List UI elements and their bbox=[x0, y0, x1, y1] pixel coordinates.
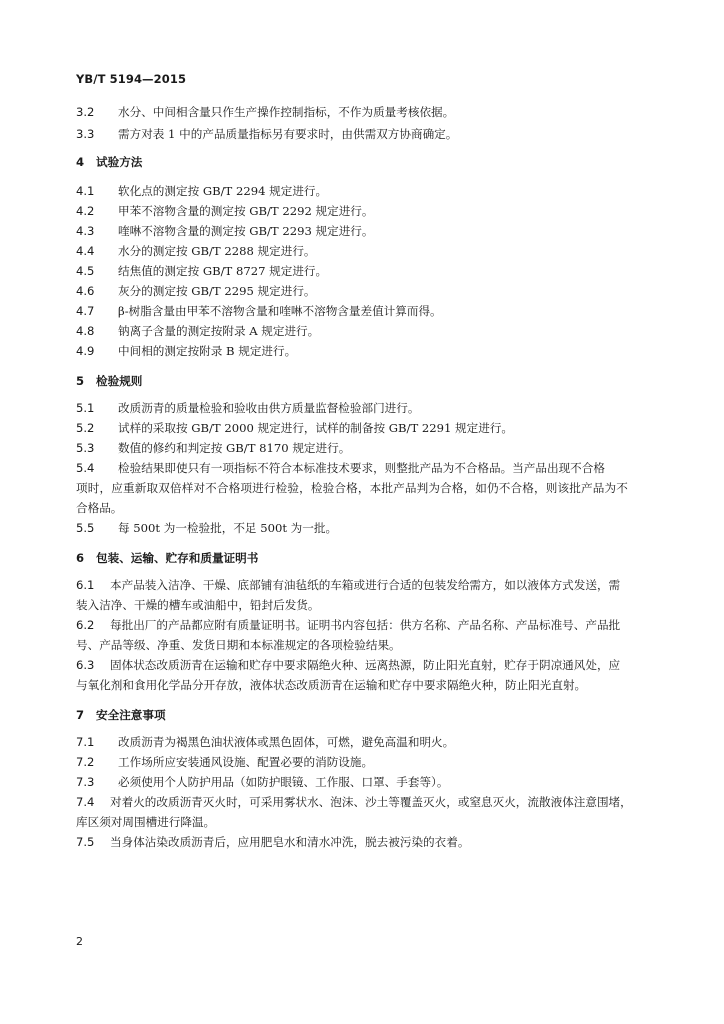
clause-6-2 bbox=[76, 617, 652, 633]
clause-4-5 bbox=[76, 263, 652, 279]
standard-code-header: YB/T 5194—2015 bbox=[76, 72, 187, 86]
clause-text: 试样的采取按 GB/T 2000 规定进行，试样的制备按 GB/T 2291 规定进行。 bbox=[118, 421, 514, 435]
clause-text: 当身体沾染改质沥青后，应用肥皂水和清水冲洗，脱去被污染的衣着。 bbox=[110, 835, 470, 849]
clause-number: 4.9 bbox=[76, 344, 95, 358]
section-5-heading bbox=[76, 373, 652, 389]
clause-5-4-continuation: 合格品。 bbox=[76, 501, 123, 515]
clause-7-2 bbox=[76, 754, 652, 770]
clause-number: 3.3 bbox=[76, 127, 95, 141]
clause-number: 7.3 bbox=[76, 775, 95, 789]
clause-text: 检验结果即使只有一项指标不符合本标准技术要求，则整批产品为不合格品。当产品出现不合格 bbox=[118, 461, 605, 475]
clause-7-1 bbox=[76, 734, 652, 750]
clause-4-9 bbox=[76, 343, 652, 359]
clause-number: 4.1 bbox=[76, 184, 95, 198]
clause-number: 5.4 bbox=[76, 461, 95, 475]
clause-5-5 bbox=[76, 520, 652, 536]
clause-text: 工作场所应安装通风设施、配置必要的消防设施。 bbox=[118, 755, 374, 769]
section-title: 检验规则 bbox=[96, 374, 143, 388]
section-7-heading bbox=[76, 707, 652, 723]
clause-text: 水分的测定按 GB/T 2288 规定进行。 bbox=[118, 244, 316, 258]
clause-text: 改质沥青的质量检验和验收由供方质量监督检验部门进行。 bbox=[118, 401, 420, 415]
clause-5-2 bbox=[76, 420, 652, 436]
clause-4-8 bbox=[76, 323, 652, 339]
clause-number: 7.2 bbox=[76, 755, 95, 769]
clause-number: 7.4 bbox=[76, 795, 95, 809]
clause-number: 5.5 bbox=[76, 521, 95, 535]
clause-5-1 bbox=[76, 400, 652, 416]
clause-6-1 bbox=[76, 577, 652, 593]
clause-number: 7.1 bbox=[76, 735, 95, 749]
clause-number: 4.5 bbox=[76, 264, 95, 278]
clause-text: 固体状态改质沥青在运输和贮存中要求隔绝火种、远离热源，防止阳光直射，贮存于阴凉通风处，应 bbox=[110, 658, 621, 672]
section-number: 4 bbox=[76, 155, 85, 169]
clause-number: 5.1 bbox=[76, 401, 95, 415]
clause-text: 喹啉不溶物含量的测定按 GB/T 2293 规定进行。 bbox=[118, 224, 374, 238]
clause-number: 6.3 bbox=[76, 658, 95, 672]
clause-6-3-continuation: 与氧化剂和食用化学品分开存放，液体状态改质沥青在运输和贮存中要求隔绝火种，防止阳光直射。 bbox=[76, 678, 587, 692]
clause-text: 结焦值的测定按 GB/T 8727 规定进行。 bbox=[118, 264, 328, 278]
clause-text: 钠离子含量的测定按附录 A 规定进行。 bbox=[118, 324, 320, 338]
clause-6-1-continuation: 装入洁净、干燥的槽车或油船中，铅封后发货。 bbox=[76, 598, 320, 612]
clause-number: 4.2 bbox=[76, 204, 95, 218]
section-number: 7 bbox=[76, 708, 85, 722]
clause-text: 改质沥青为褐黑色油状液体或黑色固体，可燃，避免高温和明火。 bbox=[118, 735, 455, 749]
section-title: 安全注意事项 bbox=[96, 708, 166, 722]
section-4-heading bbox=[76, 154, 652, 170]
section-number: 5 bbox=[76, 374, 85, 388]
clause-text: 数值的修约和判定按 GB/T 8170 规定进行。 bbox=[118, 441, 351, 455]
clause-7-4-continuation: 库区须对周围槽进行降温。 bbox=[76, 815, 216, 829]
clause-3-3 bbox=[76, 126, 652, 142]
clause-number: 5.2 bbox=[76, 421, 95, 435]
clause-text: 水分、中间相含量只作生产操作控制指标，不作为质量考核依据。 bbox=[118, 105, 455, 119]
page-number: 2 bbox=[76, 935, 83, 948]
clause-6-3 bbox=[76, 657, 652, 673]
clause-7-5 bbox=[76, 834, 652, 850]
clause-number: 6.2 bbox=[76, 618, 95, 632]
clause-text: β-树脂含量由甲苯不溶物含量和喹啉不溶物含量差值计算而得。 bbox=[118, 304, 442, 318]
clause-4-2 bbox=[76, 203, 652, 219]
section-number: 6 bbox=[76, 551, 85, 565]
clause-text: 灰分的测定按 GB/T 2295 规定进行。 bbox=[118, 284, 316, 298]
clause-number: 4.4 bbox=[76, 244, 95, 258]
clause-text: 本产品装入洁净、干燥、底部铺有油毡纸的车箱或进行合适的包装发给需方，如以液体方式发送，需 bbox=[110, 578, 621, 592]
clause-4-3 bbox=[76, 223, 652, 239]
clause-4-4 bbox=[76, 243, 652, 259]
clause-number: 5.3 bbox=[76, 441, 95, 455]
section-title: 试验方法 bbox=[96, 155, 143, 169]
section-title: 包装、运输、贮存和质量证明书 bbox=[96, 551, 259, 565]
clause-4-7 bbox=[76, 303, 652, 319]
clause-4-1 bbox=[76, 183, 652, 199]
clause-number: 6.1 bbox=[76, 578, 95, 592]
clause-number: 7.5 bbox=[76, 835, 95, 849]
clause-7-4 bbox=[76, 794, 652, 810]
clause-text: 需方对表 1 中的产品质量指标另有要求时，由供需双方协商确定。 bbox=[118, 127, 458, 141]
clause-text: 每 500t 为一检验批，不足 500t 为一批。 bbox=[118, 521, 338, 535]
section-6-heading bbox=[76, 550, 652, 566]
clause-text: 每批出厂的产品都应附有质量证明书。证明书内容包括：供方名称、产品名称、产品标准号、产品批 bbox=[110, 618, 621, 632]
clause-3-2 bbox=[76, 104, 652, 120]
clause-5-3 bbox=[76, 440, 652, 456]
clause-7-3 bbox=[76, 774, 652, 790]
clause-text: 对着火的改质沥青灭火时，可采用雾状水、泡沫、沙土等覆盖灭火，或窒息灭火，流散液体注意围堵， bbox=[110, 795, 632, 809]
clause-text: 软化点的测定按 GB/T 2294 规定进行。 bbox=[118, 184, 328, 198]
clause-4-6 bbox=[76, 283, 652, 299]
clause-text: 必须使用个人防护用品（如防护眼镜、工作服、口罩、手套等）。 bbox=[118, 775, 449, 789]
clause-6-2-continuation: 号、产品等级、净重、发货日期和本标准规定的各项检验结果。 bbox=[76, 638, 401, 652]
clause-text: 甲苯不溶物含量的测定按 GB/T 2292 规定进行。 bbox=[118, 204, 374, 218]
clause-5-4-continuation: 项时，应重新取双倍样对不合格项进行检验，检验合格，本批产品判为合格，如仍不合格，则该批产品为不 bbox=[76, 481, 628, 495]
clause-text: 中间相的测定按附录 B 规定进行。 bbox=[118, 344, 297, 358]
clause-number: 3.2 bbox=[76, 105, 95, 119]
clause-number: 4.8 bbox=[76, 324, 95, 338]
clause-number: 4.3 bbox=[76, 224, 95, 238]
clause-5-4 bbox=[76, 460, 652, 476]
clause-number: 4.7 bbox=[76, 304, 95, 318]
clause-number: 4.6 bbox=[76, 284, 95, 298]
